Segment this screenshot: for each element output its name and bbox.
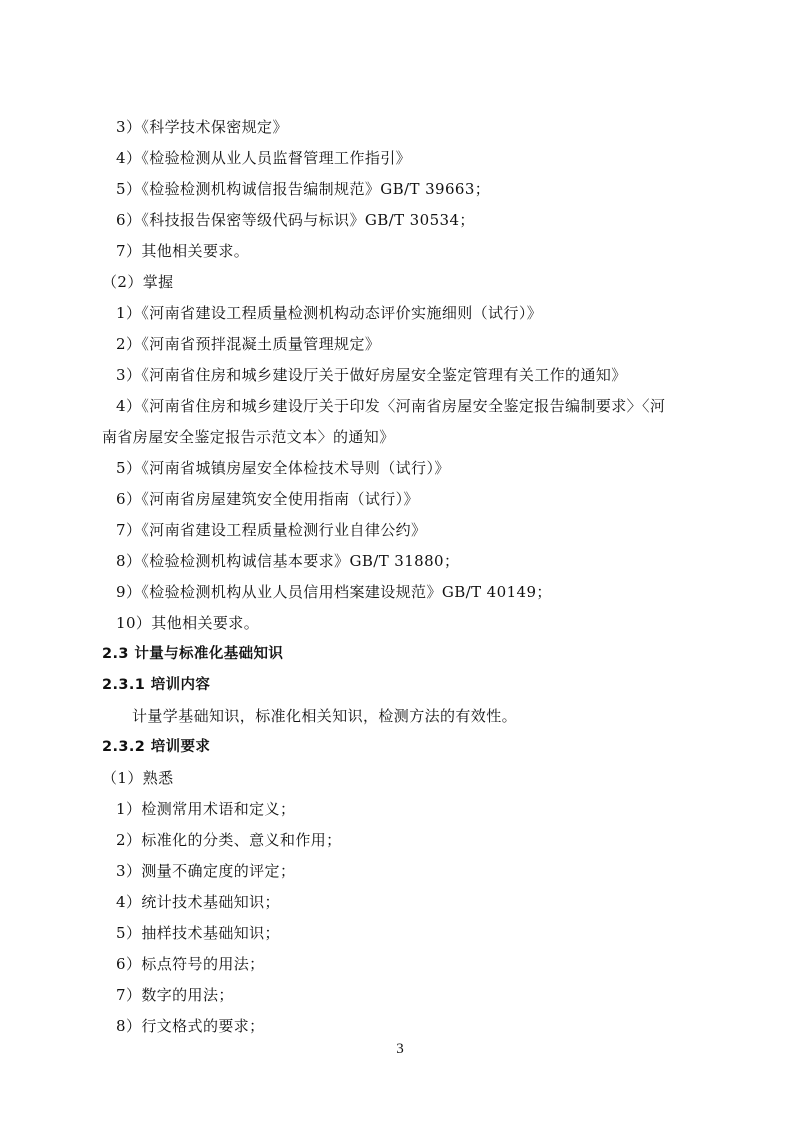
list-item: 2）《河南省预拌混凝土质量管理规定》 — [116, 335, 381, 353]
paragraph: 计量学基础知识，标准化相关知识，检测方法的有效性。 — [132, 707, 518, 725]
list-item-continuation: 南省房屋安全鉴定报告示范文本〉的通知》 — [102, 428, 395, 446]
list-item: 1）《河南省建设工程质量检测机构动态评价实施细则（试行）》 — [116, 304, 543, 322]
list-item: 6）《河南省房屋建筑安全使用指南（试行）》 — [116, 490, 419, 508]
list-item: 7）数字的用法； — [116, 986, 234, 1004]
list-item: 6）标点符号的用法； — [116, 955, 265, 973]
list-item: 5）抽样技术基础知识； — [116, 924, 280, 942]
list-item: 3）《科学技术保密规定》 — [116, 118, 288, 136]
list-item: 6）《科技报告保密等级代码与标识》GB/T 30534； — [116, 211, 475, 229]
list-item: 4）统计技术基础知识； — [116, 893, 280, 911]
section-label: （2）掌握 — [102, 273, 174, 291]
section-heading: 2.3 计量与标准化基础知识 — [102, 646, 284, 662]
list-item: 9）《检验检测机构从业人员信用档案建设规范》GB/T 40149； — [116, 583, 552, 601]
list-item: 5）《检验检测机构诚信报告编制规范》GB/T 39663； — [116, 180, 491, 198]
list-item: 5）《河南省城镇房屋安全体检技术导则（试行）》 — [116, 459, 450, 477]
list-item: 1）检测常用术语和定义； — [116, 800, 296, 818]
list-item: 7）《河南省建设工程质量检测行业自律公约》 — [116, 521, 427, 539]
list-item: 7）其他相关要求。 — [116, 242, 250, 260]
list-item: 4）《河南省住房和城乡建设厅关于印发〈河南省房屋安全鉴定报告编制要求〉〈河 — [116, 397, 666, 415]
subsection-heading: 2.3.1 培训内容 — [102, 677, 211, 693]
page-number: 3 — [396, 1041, 404, 1057]
list-item: 8）《检验检测机构诚信基本要求》GB/T 31880； — [116, 552, 460, 570]
list-item: 4）《检验检测从业人员监督管理工作指引》 — [116, 149, 412, 167]
subsection-heading: 2.3.2 培训要求 — [102, 739, 211, 755]
list-item: 10）其他相关要求。 — [116, 614, 260, 632]
list-item: 3）《河南省住房和城乡建设厅关于做好房屋安全鉴定管理有关工作的通知》 — [116, 366, 627, 384]
list-item: 3）测量不确定度的评定； — [116, 862, 296, 880]
list-item: 2）标准化的分类、意义和作用； — [116, 831, 342, 849]
list-item: 8）行文格式的要求； — [116, 1017, 265, 1035]
section-label: （1）熟悉 — [102, 769, 174, 787]
